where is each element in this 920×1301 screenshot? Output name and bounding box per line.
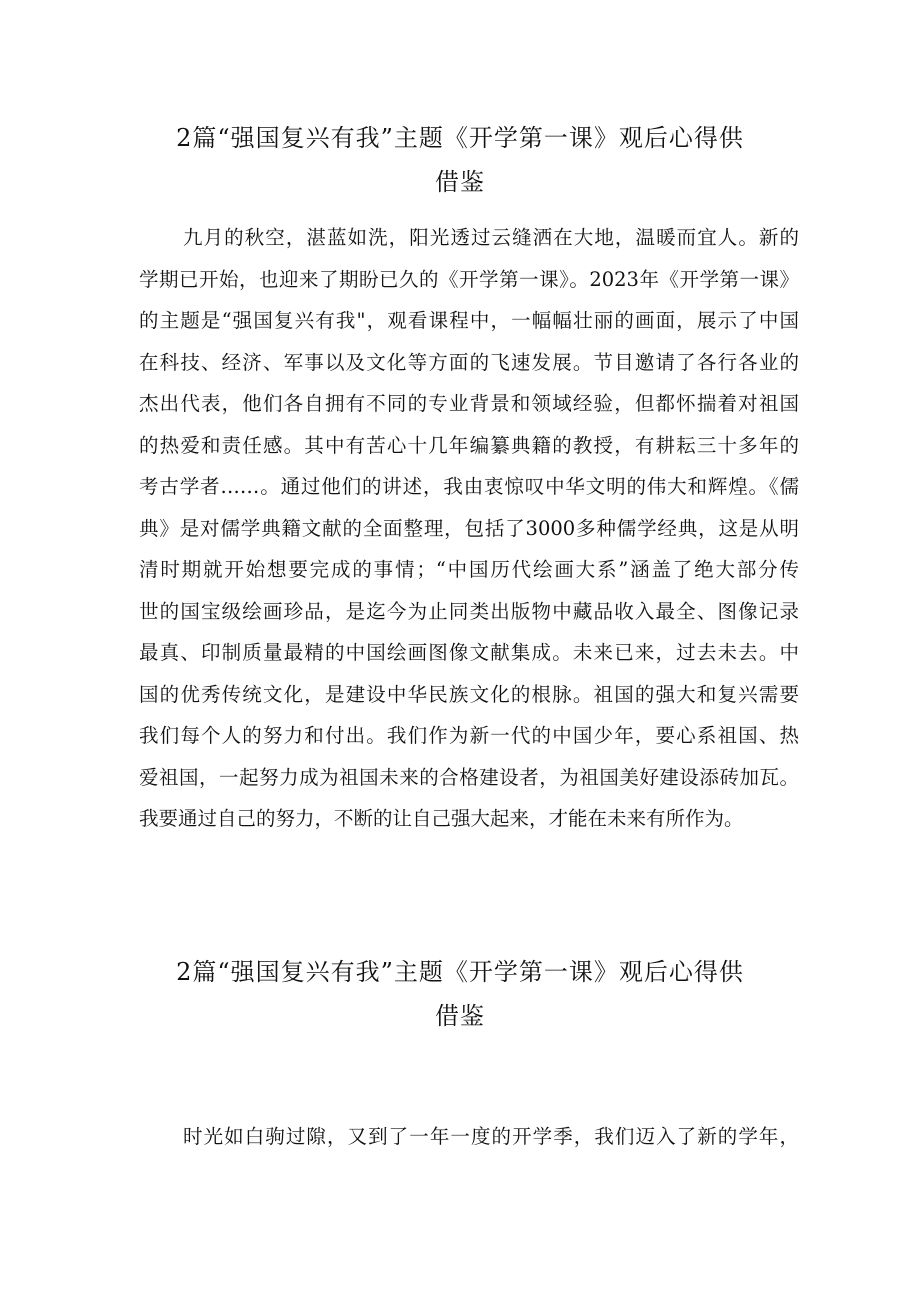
paragraph-line: 我要通过自己的努力，不断的让自己强大起来，才能在未来有所作为。 (139, 807, 744, 830)
paragraph-line: 的热爱和责任感。其中有苦心十几年编纂典籍的教授，有耕耘三十多年的 (139, 433, 799, 457)
title-line: 借鉴 (435, 168, 485, 196)
section-1-title (130, 116, 790, 204)
title-line: 2篇“强国复兴有我”主题《开学第一课》观后心得供 (176, 958, 744, 986)
paragraph-line: 考古学者……。通过他们的讲述，我由衷惊叹中华文明的伟大和辉煌。《儒 (139, 475, 799, 498)
paragraph-line: 世的国宝级绘画珍品，是迄今为止同类出版物中藏品收入最全、图像记录 (139, 599, 799, 623)
paragraph-line: 杰出代表，他们各自拥有不同的专业背景和领域经验，但都怀揣着对祖国 (139, 392, 799, 415)
paragraph-line: 爱祖国，一起努力成为祖国未来的合格建设者，为祖国美好建设添砖加瓦。 (139, 765, 799, 789)
title-line: 2篇“强国复兴有我”主题《开学第一课》观后心得供 (176, 124, 744, 152)
paragraph-line: 我们每个人的努力和付出。我们作为新一代的中国少年，要心系祖国、热 (139, 724, 799, 747)
paragraph-line: 的主题是“强国复兴有我"，观看课程中，一幅幅壮丽的画面，展示了中国 (139, 309, 799, 332)
title-line: 借鉴 (435, 1002, 485, 1030)
section-2-paragraph (139, 1116, 799, 1158)
paragraph-line: 清时期就开始想要完成的事情；“中国历代绘画大系”涵盖了绝大部分传 (139, 558, 799, 581)
section-1-paragraph (139, 217, 799, 840)
paragraph-line: 学期已开始，也迎来了期盼已久的《开学第一课》。2023年《开学第一课》 (139, 267, 799, 291)
section-2-title (130, 950, 790, 1038)
paragraph-line: 国的优秀传统文化，是建设中华民族文化的根脉。祖国的强大和复兴需要 (139, 682, 799, 706)
paragraph-line: 典》是对儒学典籍文献的全面整理，包括了3000多种儒学经典，这是从明 (139, 516, 799, 540)
paragraph-line: 在科技、经济、军事以及文化等方面的飞速发展。节目邀请了各行各业的 (139, 350, 799, 374)
paragraph-line: 九月的秋空，湛蓝如洗，阳光透过云缝洒在大地，温暖而宜人。新的 (183, 226, 799, 249)
paragraph-line: 最真、印制质量最精的中国绘画图像文献集成。未来已来，过去未去。中 (139, 641, 799, 664)
paragraph-line: 时光如白驹过隙，又到了一年一度的开学季，我们迈入了新的学年， (183, 1125, 799, 1148)
